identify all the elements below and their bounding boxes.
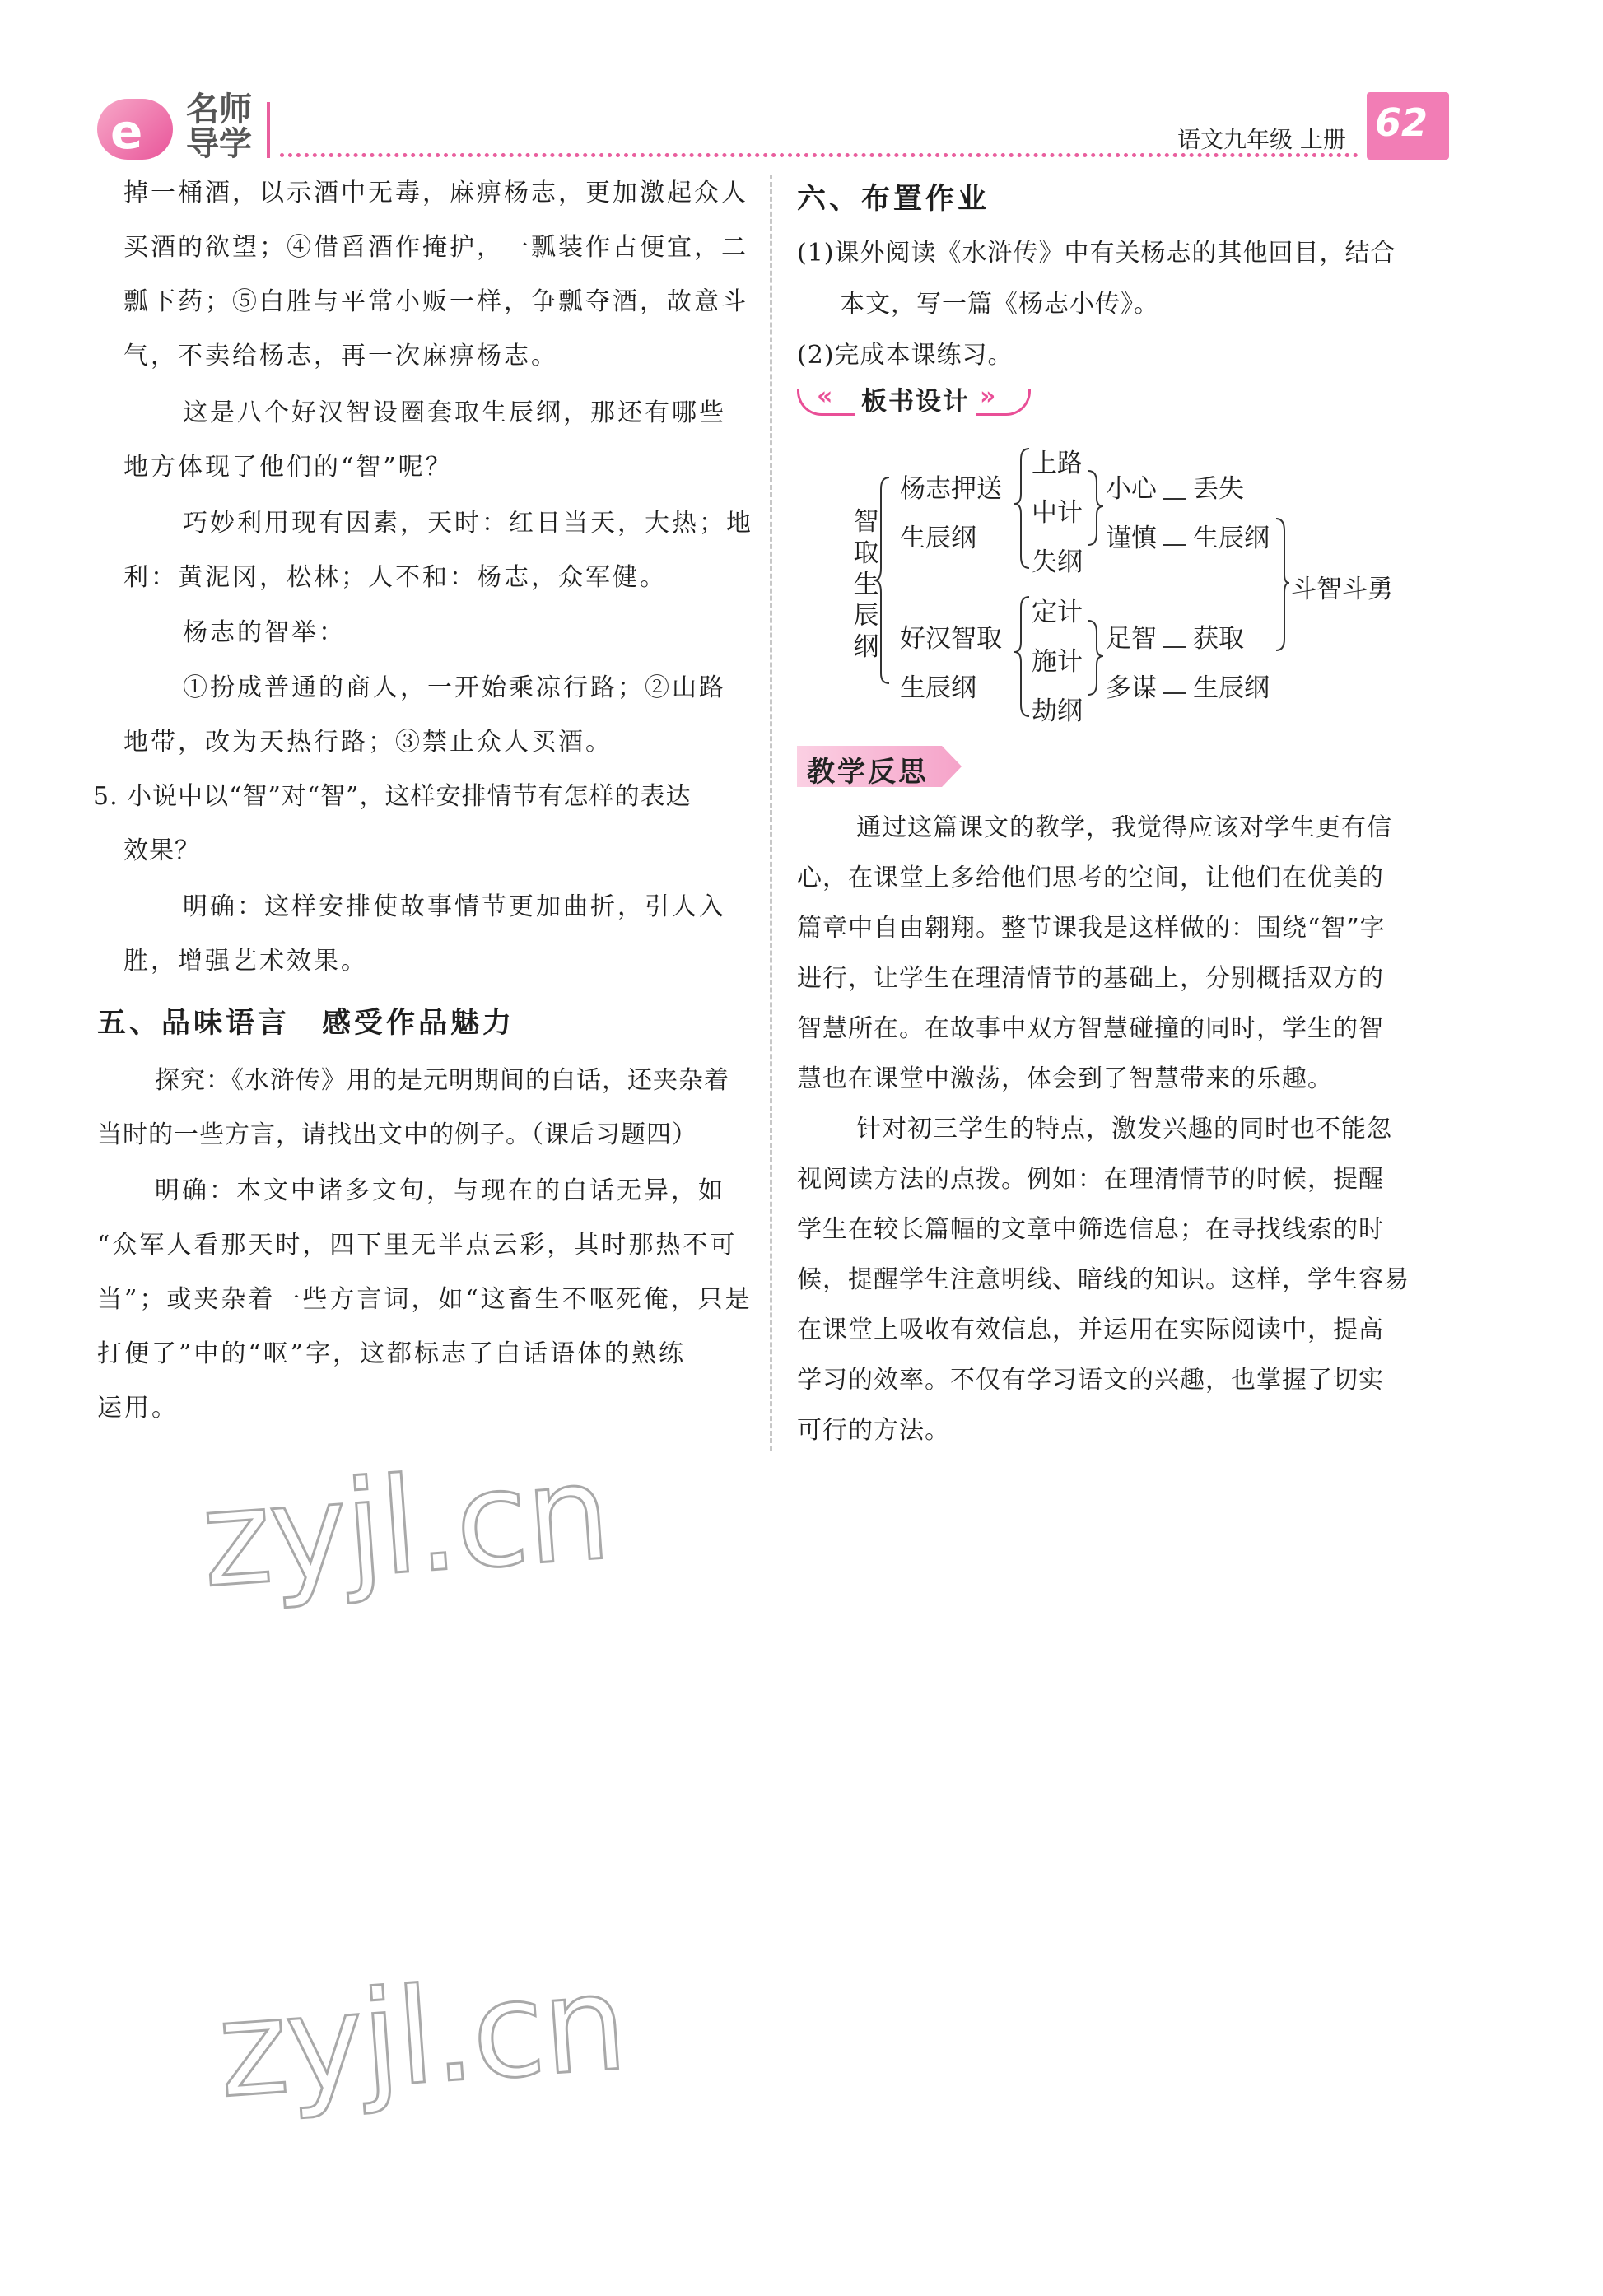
text-line: 杨志的智举： xyxy=(183,618,346,647)
text-line: 心，在课堂上多给他们思考的空间，让他们在优美的 xyxy=(797,864,1384,892)
board-bot-right-1a: 足智 xyxy=(1106,624,1157,654)
text-line: 巧妙利用现有因素，天时：红日当天，大热；地 xyxy=(183,509,753,538)
text-line: 通过这篇课文的教学，我觉得应该对学生更有信 xyxy=(856,813,1392,842)
board-vertical-title: 智取生辰纲 xyxy=(853,507,879,662)
board-top-right-2a: 谨慎 xyxy=(1106,524,1157,553)
text-line: 买酒的欲望；④借舀酒作掩护，一瓢装作占便宜，二 xyxy=(123,233,748,262)
board-top-right-1b: 丢失 xyxy=(1193,474,1244,504)
watermark: zyjl.cn xyxy=(213,1945,630,2127)
text-line: 利：黄泥冈，松林；人不和：杨志，众军健。 xyxy=(123,563,667,592)
text-line: ①扮成普通的商人，一开始乘凉行路；②山路 xyxy=(183,673,726,702)
board-top-right-2b: 生辰纲 xyxy=(1193,524,1270,553)
board-brackets xyxy=(0,0,1603,823)
board-bot-mid-3: 劫纲 xyxy=(1032,696,1083,726)
text-line: 当时的一些方言，请找出文中的例子。（课后习题四） xyxy=(97,1120,697,1149)
right-arrow-icon: » xyxy=(980,382,996,411)
text-line: 明确：这样安排使故事情节更加曲折，引人入 xyxy=(183,892,726,921)
text-line: 篇章中自由翱翔。整节课我是这样做的：围绕“智”字 xyxy=(797,914,1386,943)
board-bot-right-2a: 多谋 xyxy=(1106,673,1157,703)
text-line: 针对初三学生的特点，激发兴趣的同时也不能忽 xyxy=(856,1115,1392,1143)
text-line: 学生在较长篇幅的文章中筛选信息；在寻找线索的时 xyxy=(797,1215,1384,1244)
text-line: 视阅读方法的点拨。例如：在理清情节的时候，提醒 xyxy=(797,1165,1384,1194)
page-number: 62 xyxy=(1375,100,1428,145)
text-line: 可行的方法。 xyxy=(797,1416,950,1445)
watermark: zyjl.cn xyxy=(197,1435,613,1617)
text-line: 这是八个好汉智设圈套取生辰纲，那还有哪些 xyxy=(183,398,726,427)
homework-item: (1)课外阅读《水浒传》中有关杨志的其他回目，结合 xyxy=(797,239,1396,268)
text-line: 本文，写一篇《杨志小传》。 xyxy=(840,290,1159,319)
book-title: 语文九年级 上册 xyxy=(1177,126,1346,153)
logo-line-1: 名师 xyxy=(186,91,252,128)
logo-e-icon: e xyxy=(110,104,143,160)
text-line: 运用。 xyxy=(97,1394,179,1423)
board-design-label: « 板书设计 » xyxy=(797,380,1028,418)
text-line: 胜，增强艺术效果。 xyxy=(123,947,368,976)
board-bot-right-2b: 生辰纲 xyxy=(1193,673,1270,703)
board-top-right-1a: 小心 xyxy=(1106,474,1157,504)
section-6-title: 六、布置作业 xyxy=(797,182,990,216)
text-line: 效果？ xyxy=(123,836,200,865)
text-line: 地带，改为天热行路；③禁止众人买酒。 xyxy=(123,728,613,757)
text-line: 气，不卖给杨志，再一次麻痹杨志。 xyxy=(123,342,558,370)
text-line: 智慧所在。在故事中双方智慧碰撞的同时，学生的智 xyxy=(797,1014,1384,1043)
logo-line-2: 导学 xyxy=(186,125,252,163)
board-bot-right-1b: 获取 xyxy=(1193,624,1244,654)
board-bot-left-1: 好汉智取 xyxy=(900,624,1002,654)
section-5-title: 五、品味语言 感受作品魅力 xyxy=(97,1006,515,1040)
board-top-left-2: 生辰纲 xyxy=(900,524,976,553)
board-top-mid-1: 上路 xyxy=(1032,449,1083,478)
text-line: “众军人看那天时，四下里无半点云彩，其时那热不可 xyxy=(97,1231,738,1260)
board-bot-left-2: 生辰纲 xyxy=(900,673,976,703)
text-line: 进行，让学生在理清情节的基础上，分别概括双方的 xyxy=(797,964,1384,993)
board-conclusion: 斗智斗勇 xyxy=(1291,575,1393,604)
text-line: 地方体现了他们的“智”呢？ xyxy=(123,453,453,482)
text-line: 明确：本文中诸多文句，与现在的白话无异，如 xyxy=(155,1176,725,1205)
text-line: 慧也在课堂中激荡，体会到了智慧带来的乐趣。 xyxy=(797,1064,1333,1093)
board-bot-mid-1: 定计 xyxy=(1032,598,1083,627)
board-top-left-1: 杨志押送 xyxy=(900,474,1002,504)
left-arrow-icon: « xyxy=(817,382,833,411)
text-line: 候，提醒学生注意明线、暗线的知识。这样，学生容易 xyxy=(797,1265,1410,1294)
text-line: 探究：《水浒传》用的是元明期间的白话，还夹杂着 xyxy=(155,1066,729,1095)
board-top-mid-2: 中计 xyxy=(1032,498,1083,528)
question-5: 5. 小说中以“智”对“智”，这样安排情节有怎样的表达 xyxy=(93,782,692,811)
board-top-mid-3: 失纲 xyxy=(1032,547,1083,577)
text-line: 当”；或夹杂着一些方言词，如“这畜生不呕死俺，只是 xyxy=(97,1285,753,1314)
text-line: 学习的效率。不仅有学习语文的兴趣，也掌握了切实 xyxy=(797,1366,1384,1395)
homework-item: (2)完成本课练习。 xyxy=(797,341,1014,370)
text-line: 瓢下药；⑤白胜与平常小贩一样，争瓢夺酒，故意斗 xyxy=(123,287,748,316)
text-line: 掉一桶酒，以示酒中无毒，麻痹杨志，更加激起众人 xyxy=(123,179,748,207)
board-bot-mid-2: 施计 xyxy=(1032,647,1083,677)
text-line: 在课堂上吸收有效信息，并运用在实际阅读中，提高 xyxy=(797,1316,1384,1344)
text-line: 打便了”中的“呕”字，这都标志了白话语体的熟练 xyxy=(97,1339,687,1368)
teaching-reflection-label: 教学反思 xyxy=(797,741,978,792)
